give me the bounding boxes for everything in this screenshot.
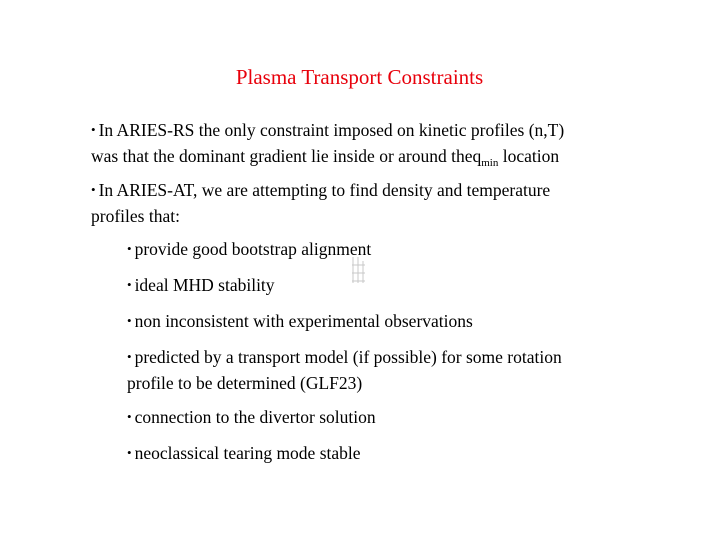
- sub-bullet-text: ideal MHD stability: [134, 275, 275, 295]
- watermark-glyph-icon: [350, 255, 368, 285]
- sub-bullet-experimental: [127, 309, 707, 335]
- bullet-glyph: •: [127, 313, 132, 328]
- sub-bullet-divertor: [127, 405, 707, 431]
- bullet-aries-at-line1: In ARIES-AT, we are attempting to find density and temperature: [98, 180, 551, 200]
- bullet-glyph: •: [127, 277, 132, 292]
- bullet-glyph: •: [127, 349, 132, 364]
- q-symbol: q: [472, 146, 482, 166]
- bullet-aries-at-line2: profiles that:: [91, 206, 180, 226]
- bullet-aries-rs: [91, 118, 691, 171]
- bullet-aries-at: [91, 178, 691, 228]
- bullet-aries-rs-line1: In ARIES-RS the only constraint imposed on kinetic profiles (n,T): [98, 120, 565, 140]
- sub-bullet-text: neoclassical tearing mode stable: [134, 443, 361, 463]
- bullet-glyph: •: [91, 182, 96, 197]
- slide-title: Plasma Transport Constraints: [235, 65, 484, 89]
- sub-bullet-continuation: profile to be determined (GLF23): [127, 373, 363, 393]
- sub-bullet-mhd: [127, 273, 707, 299]
- q-subscript: min: [481, 157, 499, 169]
- sub-bullet-text: predicted by a transport model (if possible) for some rotation: [134, 347, 562, 367]
- bullet-aries-rs-line2: was that the dominant gradient lie inside or around the: [91, 146, 473, 166]
- sub-bullet-tearing-mode: [127, 441, 707, 467]
- sub-bullet-bootstrap: [127, 237, 707, 263]
- sub-bullet-text: connection to the divertor solution: [134, 407, 376, 427]
- sub-bullet-text: provide good bootstrap alignment: [134, 239, 372, 259]
- bullet-glyph: •: [127, 409, 132, 424]
- bullet-aries-rs-line2-end: location: [498, 146, 560, 166]
- sub-bullet-text: non inconsistent with experimental observations: [134, 311, 473, 331]
- bullet-glyph: •: [127, 241, 132, 256]
- bullet-glyph: •: [91, 122, 96, 137]
- sub-bullet-transport-model: [127, 345, 707, 395]
- bullet-glyph: •: [127, 445, 132, 460]
